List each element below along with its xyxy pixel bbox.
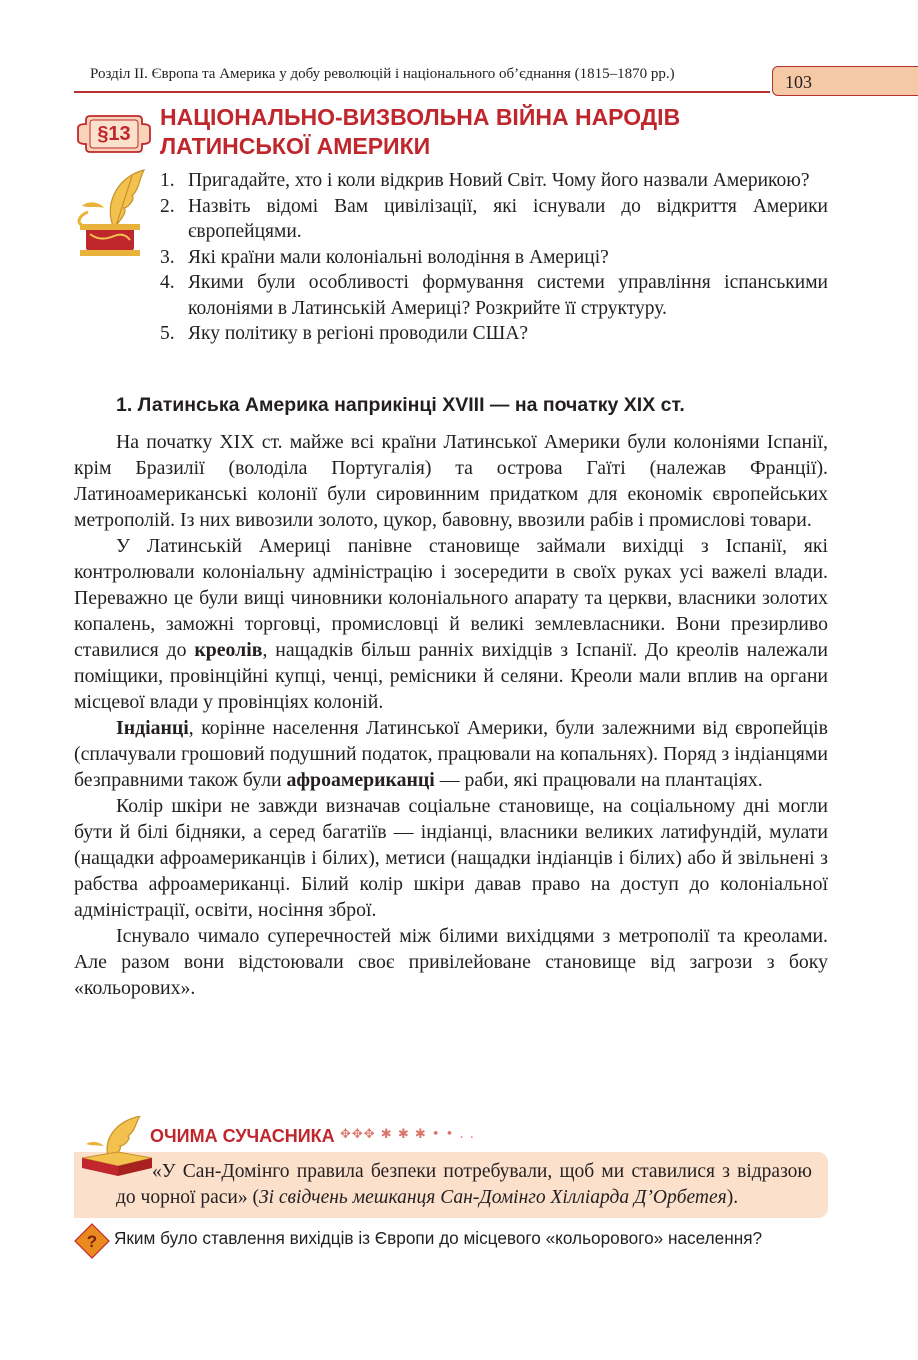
intro-questions bbox=[160, 168, 828, 347]
section-number: §13 bbox=[97, 123, 131, 145]
contemporary-heading: ОЧИМА СУЧАСНИКА bbox=[150, 1126, 335, 1146]
question-item: 4. Якими були особливості формування системи управління іспанськими колоніями в Латинській Америці? Розкрийте її структуру. bbox=[160, 272, 828, 319]
contemporary-quote: «У Сан-Домінго правила безпеки потребували, щоб ми ставилися з відразою до чорної раси» (Зі свідчень мешканця Сан-Домінго Хілліарда Д’Орбетея). bbox=[116, 1161, 812, 1208]
section-badge bbox=[76, 114, 152, 154]
svg-text:?: ? bbox=[86, 1232, 98, 1251]
term-afroamericans: афроамериканці bbox=[286, 769, 435, 791]
question-item: 5. Яку політику в регіоні проводили США? bbox=[160, 323, 529, 344]
question-diamond-icon bbox=[74, 1223, 110, 1259]
term-indians: Індіанці bbox=[116, 717, 189, 739]
final-question: Яким було ставлення вихідців із Європи до місцевого «кольорового» населення? bbox=[114, 1228, 763, 1248]
paragraph-5: Існувало чимало суперечностей між білими вихідцями з метрополії та креолами. Але разом вони відстоювали своє привілейоване становище від загрози з боку «кольорових». bbox=[74, 925, 828, 999]
page-number: 103 bbox=[772, 66, 918, 96]
paragraph-3: Індіанці, корінне населення Латинської Америки, були залежними від європейців (сплачували грошовий подушний податок, працювали на копальнях). Поряд з індіанцями безправними також були афроамериканці — раби, які працювали на плантаціях. bbox=[74, 717, 828, 791]
question-item: 1. Пригадайте, хто і коли відкрив Новий Світ. Чому його назвали Америкою? bbox=[160, 170, 810, 191]
section-title bbox=[160, 103, 860, 161]
section-title-line1: НАЦІОНАЛЬНО-ВИЗВОЛЬНА ВІЙНА НАРОДІВ bbox=[160, 104, 681, 130]
body-text bbox=[74, 429, 828, 1001]
paragraph-4: Колір шкіри не завжди визначав соціальне становище, на соціальному дні могли бути й білі бідняки, а серед багатіїв — індіанці, власники великих латифундій, мулати (нащадки афроамериканців і білих), метиси (нащадки індіанців і білих) або й звільнені з рабства афроамериканці. Білий колір шкіри давав право на доступ до колоніальної адміністрації, освіти, носіння зброї. bbox=[74, 795, 828, 921]
running-header: Розділ ІІ. Європа та Америка у добу революцій і національного об’єднання (1815–1870 рр.) bbox=[90, 66, 675, 82]
quote-source: Зі свідчень мешканця Сан-Домінго Хілліарда Д’Орбетея bbox=[258, 1187, 727, 1208]
quill-inkpot-icon bbox=[74, 168, 156, 258]
section-title-line2: ЛАТИНСЬКОЇ АМЕРИКИ bbox=[160, 133, 431, 159]
subsection-heading: 1. Латинська Америка наприкінці XVIII — на початку XIX ст. bbox=[116, 394, 685, 416]
paragraph-2: У Латинській Америці панівне становище займали вихідці з Іспанії, які контролювали колоніальну адміністрацію і зосередити в своїх руках усі важелі влади. Переважно це були вищі чиновники колоніального апарату та церкви, власники золотих копалень, заможні торговці, промисловці й великі землевласники. Вони презирливо ставилися до креолів, нащадків більш ранніх вихідців з Іспанії. До креолів належали поміщики, провінційні купці, ченці, ремісники й селяни. Креоли мали вплив на органи місцевої влади у провінціях колоній. bbox=[74, 535, 828, 713]
question-item: 3. Які країни мали колоніальні володіння в Америці? bbox=[160, 246, 609, 268]
paragraph-1: На початку XIX ст. майже всі країни Латинської Америки були колоніями Іспанії, крім Бразилії (володіла Португалія) та острова Гаїті (належав Франції). Латиноамериканські колонії були сировинним придатком для економік європейських метрополій. Із них вивозили золото, цукор, бавовну, ввозили рабів і промислові товари. bbox=[74, 431, 828, 531]
header-divider bbox=[74, 91, 770, 93]
question-item: 2. Назвіть відомі Вам цивілізації, які існували до відкриття Америки європейцями. bbox=[160, 195, 828, 242]
term-creoles: креолів bbox=[194, 639, 263, 661]
ornament-icon: ✥✥✥ ✱ ✱ ✱ • • . . bbox=[340, 1127, 475, 1142]
